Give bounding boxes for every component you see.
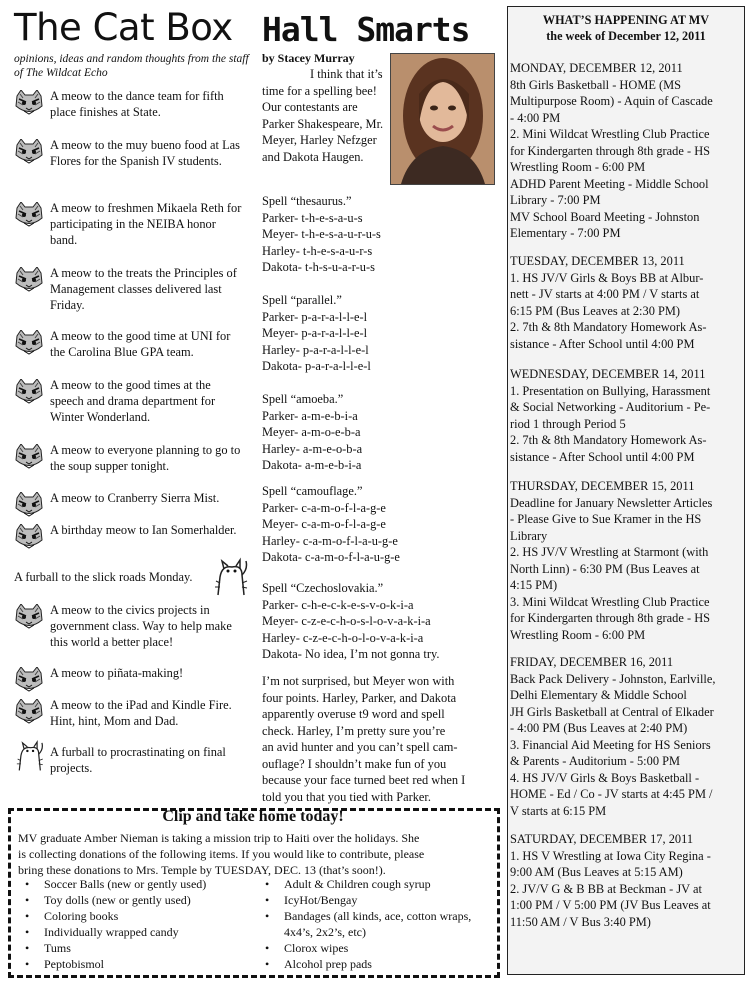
event-line: Multipurpose Room) - Aquin of Cascade <box>510 94 713 108</box>
spelling-answer: Parker- c-h-e-c-k-e-s-v-o-k-i-a <box>262 597 414 612</box>
donation-item: • Coloring books <box>18 908 258 924</box>
catbox-item-text: A meow to everyone planning to go to the soup supper tonight. <box>50 443 241 473</box>
catbox-item <box>14 744 246 776</box>
spelling-word-block <box>262 483 492 566</box>
day-block <box>510 253 742 352</box>
event-line: 2. JV/V G & B BB at Beckman - JV at <box>510 881 702 896</box>
catbox-item <box>14 328 246 360</box>
spelling-answer: Meyer- t-h-e-s-a-u-r-u-s <box>262 227 381 241</box>
conclusion-line: four points. Harley, Parker, and Dakota <box>262 690 457 705</box>
catbox-item <box>14 665 246 681</box>
wildcat-icon <box>14 492 44 518</box>
catbox-item <box>14 697 246 729</box>
scared-cat-icon <box>212 555 248 597</box>
donation-item: • IcyHot/Bengay <box>258 892 488 908</box>
clip-text <box>18 830 494 878</box>
donation-item: • Adult & Children cough syrup <box>258 876 488 892</box>
event-line: 6:15 PM (Bus Leaves at 2:30 PM) <box>510 303 681 318</box>
portrait-image <box>391 54 494 184</box>
catbox-item-text: A birthday meow to Ian Somerhalder. <box>50 523 237 537</box>
spelling-answer: Dakota- t-h-s-u-a-r-u-s <box>262 260 375 274</box>
spelling-answer: Dakota- p-a-r-a-l-l-e-l <box>262 359 371 373</box>
catbox-item <box>14 442 246 474</box>
spelling-answer: Harley- p-a-r-a-l-l-e-l <box>262 342 369 357</box>
event-line: 3. Financial Aid Meeting for HS Seniors <box>510 737 711 752</box>
event-line: Library - 7:00 PM <box>510 193 601 207</box>
catbox-item-text: A meow to piñata-making! <box>50 666 184 680</box>
spelling-answer: Dakota- No idea, I’m not gonna try. <box>262 647 440 661</box>
catbox-item-text: A meow to the muy bueno food at Las Flores for the Spanish IV students. <box>50 138 240 168</box>
conclusion-line: I’m not surprised, but Meyer won with <box>262 674 455 688</box>
sidebar-title: WHAT’S HAPPENING AT MV <box>542 13 710 27</box>
catbox-item <box>14 200 246 248</box>
wildcat-icon <box>14 90 44 116</box>
event-line: 2. 7th & 8th Mandatory Homework As- <box>510 433 707 447</box>
event-line: nett - JV starts at 4:00 PM / V starts at <box>510 287 700 301</box>
spelling-answer: Meyer- p-a-r-a-l-l-e-l <box>262 326 368 340</box>
donation-item: • Bandages (all kinds, ace, cotton wraps, 4x4’s, 2x2’s, etc) <box>258 908 488 940</box>
catbox-item-text: A furball to the slick roads Monday. <box>14 570 193 584</box>
donation-item: • Toy dolls (new or gently used) <box>18 892 258 908</box>
catbox-item <box>14 265 246 313</box>
event-line: 11:50 AM / V Bus 3:40 PM) <box>510 914 651 929</box>
event-line: MV School Board Meeting - Johnston <box>510 209 700 224</box>
catbox-item <box>14 602 246 650</box>
catbox-item-text: A meow to the good times at the speech and drama department for Winter Wonderland. <box>50 378 216 424</box>
event-line: 2. 7th & 8th Mandatory Homework As- <box>510 320 707 334</box>
day-heading: SATURDAY, DECEMBER 17, 2011 <box>510 832 694 846</box>
byline: by Stacey Murray <box>262 51 355 65</box>
event-line: Delhi Elementary & Middle School <box>510 688 687 702</box>
spelling-answer: Parker- a-m-e-b-i-a <box>262 408 358 423</box>
wildcat-icon <box>14 444 44 470</box>
catbox-title: The Cat Box <box>14 6 233 49</box>
wildcat-icon <box>14 267 44 293</box>
event-line: Back Pack Delivery - Johnston, Earlville, <box>510 671 716 686</box>
donation-item: • Individually wrapped candy <box>18 924 258 940</box>
spelling-answer: Dakota- a-m-e-b-i-a <box>262 458 362 472</box>
catbox-item <box>14 137 246 169</box>
conclusion-line: an avid hunter and you can’t spell cam- <box>262 740 458 754</box>
conclusion-line: ouflage? I shouldn’t make fun of you <box>262 756 447 771</box>
event-line: V starts at 6:15 PM <box>510 803 607 818</box>
spelling-answer: Harley- c-a-m-o-f-l-a-u-g-e <box>262 533 398 548</box>
spelling-answer: Parker- c-a-m-o-f-l-a-g-e <box>262 500 386 515</box>
catbox-item-text: A meow to freshmen Mikaela Reth for participating in the NEIBA honor band. <box>50 201 242 247</box>
spelling-answer: Harley- a-m-e-o-b-a <box>262 441 363 456</box>
day-heading: FRIDAY, DECEMBER 16, 2011 <box>510 655 674 669</box>
event-line: 1. HS JV/V Girls & Boys BB at Albur- <box>510 270 704 285</box>
event-line: 1:00 PM / V 5:00 PM (JV Bus Leaves at <box>510 898 711 912</box>
event-line: Wrestling Room - 6:00 PM <box>510 160 646 174</box>
sidebar-subtitle: the week of December 12, 2011 <box>546 29 706 43</box>
hallsmarts-intro: I think that it’s time for a spelling bee! Our contestants are Parker Shakespeare, Mr. Meyer, Harley Nefzger and Dakota Haugen. <box>262 67 384 164</box>
event-line: 8th Girls Basketball - HOME (MS <box>510 77 682 92</box>
event-line: sistance - After School until 4:00 PM <box>510 336 695 351</box>
day-block <box>510 831 742 930</box>
spelling-word-block <box>262 580 492 663</box>
conclusion-line: told you that you tied with Parker. <box>262 789 431 804</box>
wildcat-icon <box>14 202 44 228</box>
spelling-answer: Harley- t-h-e-s-a-u-r-s <box>262 243 373 258</box>
spelling-answer: Dakota- c-a-m-o-f-l-a-u-g-e <box>262 550 400 564</box>
event-line: - 4:00 PM <box>510 110 561 125</box>
spelling-prompt: Spell “thesaurus.” <box>262 194 352 208</box>
catbox-item-text: A meow to the dance team for fifth place finishes at State. <box>50 89 224 119</box>
event-line: 1. Presentation on Bullying, Harassment <box>510 383 711 398</box>
donation-item: • Soccer Balls (new or gently used) <box>18 876 258 892</box>
conclusion-line: apparently overuse t9 word and spell <box>262 707 445 721</box>
day-heading: MONDAY, DECEMBER 12, 2011 <box>510 61 683 75</box>
wildcat-icon <box>14 667 44 693</box>
event-line: North Linn) - 6:30 PM (Bus Leaves at <box>510 561 700 576</box>
spelling-word-block <box>262 193 492 276</box>
spelling-answer: Meyer- a-m-o-e-b-a <box>262 425 361 439</box>
event-line: HOME - Ed / Co - JV starts at 4:45 PM / <box>510 787 713 801</box>
sidebar-header <box>507 12 745 44</box>
catbox-item-text: A meow to the treats the Principles of Management classes delivered last Friday. <box>50 266 237 312</box>
event-line: 3. Mini Wildcat Wrestling Club Practice <box>510 594 710 609</box>
event-line: Deadline for January Newsletter Articles <box>510 495 713 510</box>
event-line: 2. Mini Wildcat Wrestling Club Practice <box>510 127 710 141</box>
author-photo <box>390 53 495 185</box>
event-line: - Please Give to Sue Kramer in the HS <box>510 512 702 526</box>
donation-item: • Tums <box>18 940 258 956</box>
spelling-prompt: Spell “amoeba.” <box>262 392 344 406</box>
event-line: - 4:00 PM (Bus Leaves at 2:40 PM) <box>510 721 688 735</box>
donation-item: • Clorox wipes <box>258 940 488 956</box>
wildcat-icon <box>14 330 44 356</box>
event-line: Wrestling Room - 6:00 PM <box>510 627 646 642</box>
spelling-prompt: Spell “camouflage.” <box>262 484 363 498</box>
wildcat-icon <box>14 604 44 630</box>
catbox-item-text: A meow to the civics projects in government class. Way to help make this world a better place! <box>50 603 232 649</box>
spelling-word-block <box>262 292 492 375</box>
donation-item: • Peptobismol <box>18 956 258 972</box>
event-line: ADHD Parent Meeting - Middle School <box>510 176 709 191</box>
spelling-answer: Meyer- c-a-m-o-f-l-a-g-e <box>262 517 386 531</box>
catbox-item <box>14 569 246 585</box>
event-line: for Kindergarten through 8th grade - HS <box>510 611 711 625</box>
conclusion-line: check. Harley, I’m pretty sure you’re <box>262 723 446 738</box>
donation-list-left <box>18 876 258 972</box>
spelling-word-block <box>262 391 492 474</box>
day-block <box>510 478 742 643</box>
day-heading: THURSDAY, DECEMBER 15, 2011 <box>510 479 695 493</box>
clip-title: Clip and take home today! <box>162 808 344 825</box>
event-line: sistance - After School until 4:00 PM <box>510 449 695 464</box>
spelling-answer: Parker- t-h-e-s-a-u-s <box>262 210 363 225</box>
event-line: 9:00 AM (Bus Leaves at 5:15 AM) <box>510 865 683 879</box>
catbox-item <box>14 377 246 425</box>
spelling-answer: Harley- c-z-e-c-h-o-l-o-v-a-k-i-a <box>262 630 424 645</box>
hallsmarts-conclusion <box>262 673 492 805</box>
event-line: Library <box>510 528 548 543</box>
spelling-answer: Meyer- c-z-e-c-h-o-s-l-o-v-a-k-i-a <box>262 614 431 628</box>
event-line: 4:15 PM) <box>510 578 558 592</box>
spelling-prompt: Spell “parallel.” <box>262 293 342 307</box>
event-line: for Kindergarten through 8th grade - HS <box>510 143 711 158</box>
wildcat-icon <box>14 379 44 405</box>
wildcat-icon <box>14 524 44 550</box>
clip-text-line: bring these donations to Mrs. Temple by TUESDAY, DEC. 13 (that’s soon!). <box>18 863 386 877</box>
event-line: & Social Networking - Auditorium - Pe- <box>510 400 711 414</box>
catbox-subtitle: opinions, ideas and random thoughts from the staff of The Wildcat Echo <box>14 53 249 79</box>
event-line: JH Girls Basketball at Central of Elkader <box>510 704 714 719</box>
day-heading: WEDNESDAY, DECEMBER 14, 2011 <box>510 367 706 381</box>
scared-cat-icon <box>14 738 44 772</box>
day-block <box>510 654 742 819</box>
hallsmarts-title: Hall Smarts <box>262 10 470 49</box>
catbox-item-text: A meow to the iPad and Kindle Fire. Hint, hint, Mom and Dad. <box>50 698 232 728</box>
catbox-item-text: A furball to procrastinating on final projects. <box>50 745 226 775</box>
spelling-answer: Parker- p-a-r-a-l-l-e-l <box>262 309 368 324</box>
event-line: 2. HS JV/V Wrestling at Starmont (with <box>510 545 709 559</box>
catbox-item-text: A meow to the good time at UNI for the Carolina Blue GPA team. <box>50 329 231 359</box>
event-line: riod 1 through Period 5 <box>510 416 626 431</box>
day-block <box>510 60 742 242</box>
day-heading: TUESDAY, DECEMBER 13, 2011 <box>510 254 685 268</box>
wildcat-icon <box>14 139 44 165</box>
spelling-prompt: Spell “Czechoslovakia.” <box>262 581 384 595</box>
event-line: 1. HS V Wrestling at Iowa City Regina - <box>510 848 711 863</box>
wildcat-icon <box>14 699 44 725</box>
catbox-item <box>14 522 246 538</box>
catbox-item-text: A meow to Cranberry Sierra Mist. <box>50 491 220 505</box>
clip-text-line: is collecting donations of the following items. If you would like to contribute, please <box>18 847 425 861</box>
conclusion-line: because your face turned beet red when I <box>262 773 466 787</box>
catbox-item <box>14 490 246 506</box>
clip-text-line: MV graduate Amber Nieman is taking a mission trip to Haiti over the holidays. She <box>18 831 420 845</box>
day-block <box>510 366 742 465</box>
catbox-item <box>14 88 246 120</box>
donation-item: • Alcohol prep pads <box>258 956 488 972</box>
event-line: Elementary - 7:00 PM <box>510 226 621 240</box>
donation-list-right <box>258 876 488 972</box>
event-line: 4. HS JV/V Girls & Boys Basketball - <box>510 770 700 785</box>
event-line: & Parents - Auditorium - 5:00 PM <box>510 754 681 768</box>
